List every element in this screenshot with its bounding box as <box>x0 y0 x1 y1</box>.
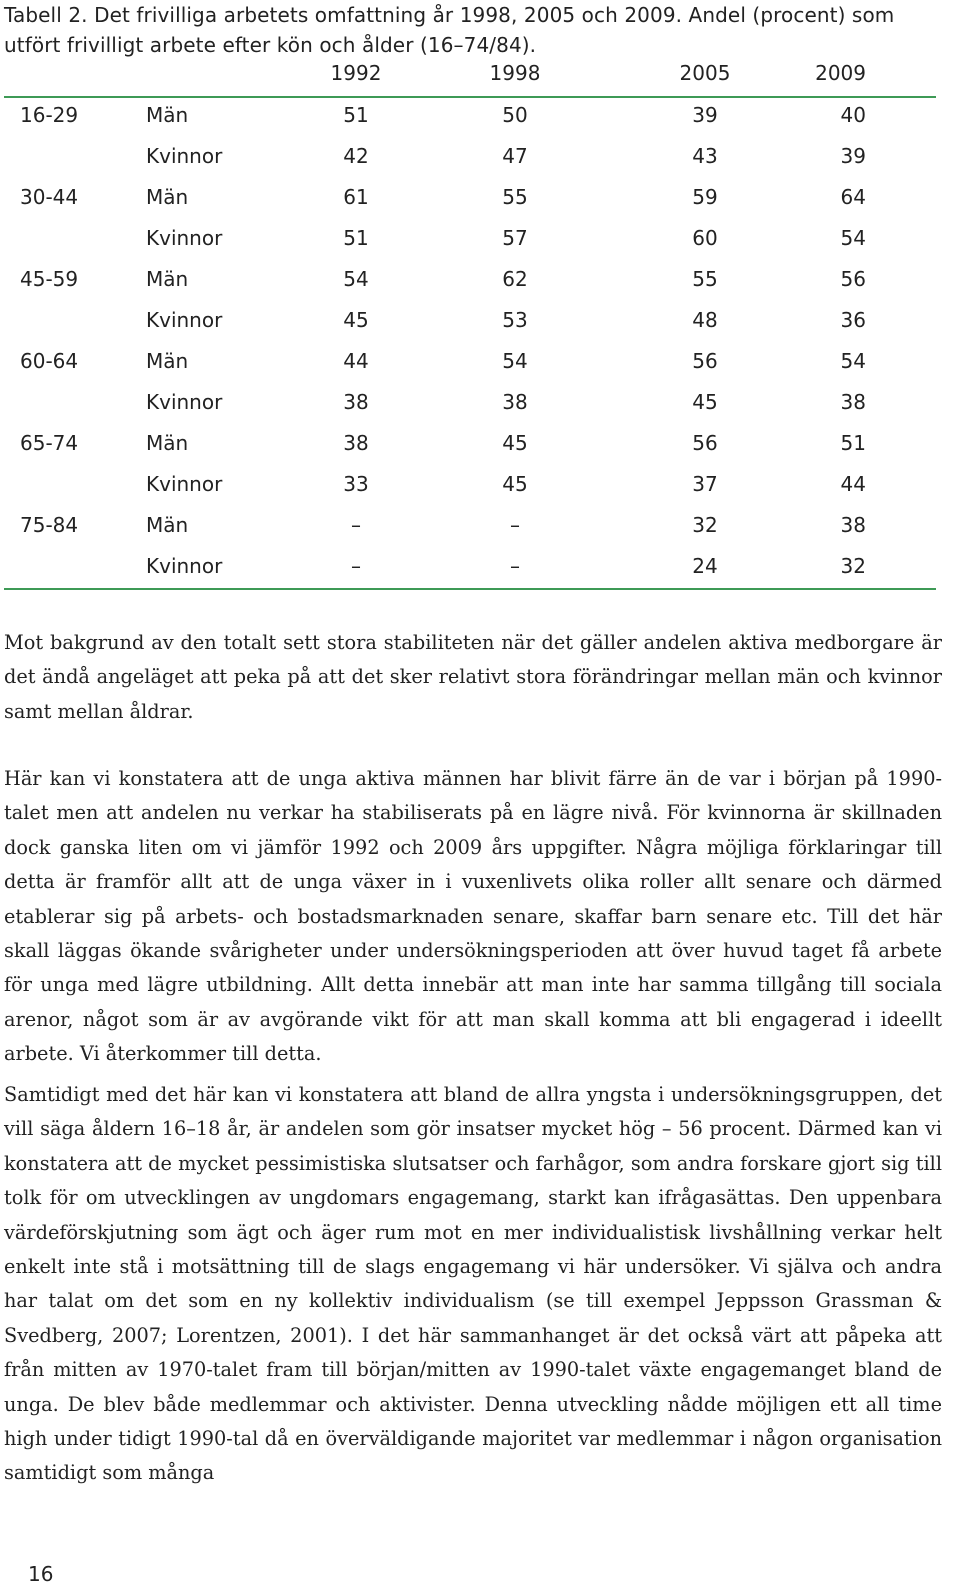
age-group-cell <box>4 299 146 340</box>
value-cell: 54 <box>502 348 528 373</box>
table-row <box>4 299 936 340</box>
value-cell: 42 <box>343 143 369 168</box>
value-cell: 38 <box>502 389 528 414</box>
table-row <box>4 258 936 299</box>
table-bottom-rule <box>4 588 936 590</box>
age-group-cell: 60-64 <box>20 348 79 373</box>
paragraph: Här kan vi konstatera att de unga aktiva männen har blivit färre än de var i början på 1990-talet men att andelen nu verkar ha stabiliserats på en lägre nivå. För kvinnorna är skillnaden dock ganska liten om vi jämför 1992 och 2009 års uppgifter. Några möjliga förklaringar till detta är framför allt att de unga växer in i vuxenlivets olika roller allt senare och därmed etablerar sig på arbets- och bostadsmarknaden senare, skaffar barn senare etc. Till det här skall läggas ökande svårigheter under undersökningsperioden att över huvud taget få arbete för unga med lägre utbildning. Allt detta innebär att man inte har samma tillgång till sociala arenor, något som är av avgörande vikt för att man skall komma att bli engagerad i ideellt arbete. Vi återkommer till detta. <box>4 767 942 1066</box>
value-cell: 43 <box>692 143 718 168</box>
sex-cell: Kvinnor <box>146 553 223 578</box>
value-cell: 62 <box>502 266 528 291</box>
value-cell: – <box>351 512 361 537</box>
value-cell: 39 <box>840 143 866 168</box>
value-cell: 51 <box>840 430 866 455</box>
value-cell: 55 <box>502 184 528 209</box>
value-cell: 50 <box>502 102 528 127</box>
value-cell: 56 <box>840 266 866 291</box>
value-cell: 36 <box>840 307 866 332</box>
value-cell: 51 <box>343 225 369 250</box>
value-cell: 61 <box>343 184 369 209</box>
value-cell: 47 <box>502 143 528 168</box>
paragraph: Mot bakgrund av den totalt sett stora stabiliteten när det gäller andelen aktiva medborgare är det ändå angeläget att peka på att det sker relativt stora förändringar mellan män och kvinnor samt mellan åldrar. <box>4 631 942 723</box>
header-year: 2009 <box>815 61 866 85</box>
value-cell: 44 <box>840 471 866 496</box>
value-cell: 56 <box>692 430 718 455</box>
sex-cell: Män <box>146 512 189 537</box>
sex-cell: Män <box>146 102 189 127</box>
sex-cell: Män <box>146 430 189 455</box>
table-row <box>4 381 936 422</box>
value-cell: 54 <box>343 266 369 291</box>
age-group-cell: 16-29 <box>20 102 79 127</box>
table-header-row <box>4 52 936 94</box>
value-cell: 45 <box>502 430 528 455</box>
value-cell: 64 <box>840 184 866 209</box>
value-cell: 38 <box>343 430 369 455</box>
age-group-cell <box>4 463 146 504</box>
table-row <box>4 176 936 217</box>
sex-cell: Män <box>146 348 189 373</box>
header-year: 2005 <box>679 61 731 85</box>
age-group-cell: 75-84 <box>20 512 79 537</box>
value-cell: 32 <box>840 553 866 578</box>
age-group-cell <box>4 381 146 422</box>
value-cell: 32 <box>692 512 718 537</box>
table-row <box>4 94 936 135</box>
value-cell: 24 <box>692 553 718 578</box>
value-cell: 45 <box>502 471 528 496</box>
paragraph: Samtidigt med det här kan vi konstatera att bland de allra yngsta i undersökningsgruppen, det vill säga åldern 16–18 år, är andelen som gör insatser mycket hög – 56 procent. Därmed kan vi konstatera att de mycket pessimistiska slutsatser och farhågor, som andra forskare gjort sig till tolk för om utvecklingen av ungdomars engagemang, starkt kan ifrågasättas. Den uppenbara värdeförskjutning som ägt och äger rum mot en mer individualistisk livshållning verkar helt enkelt inte stå i motsättning till de slags engagemang vi här undersöker. Vi själva och andra har talat om det som en ny kollektiv individualism (se till exempel Jeppsson Grassman & Svedberg, 2007; Lorentzen, 2001). I det här sammanhanget är det också värt att påpeka att från mitten av 1970-talet fram till början/mitten av 1990-talet växte engagemanget bland de unga. De blev både medlemmar och aktivister. Denna utveckling nådde möjligen ett all time high under tidigt 1990-tal då en överväldigande majoritet var medlemmar i någon organisation samtidigt som många <box>4 1083 942 1485</box>
sex-cell: Män <box>146 184 189 209</box>
header-year: 1998 <box>489 61 541 85</box>
value-cell: – <box>351 553 361 578</box>
table-row <box>4 545 936 586</box>
table-row <box>4 135 936 176</box>
table-caption: Tabell 2. Det frivilliga arbetets omfattning år 1998, 2005 och 2009. Andel (procent) som utfört frivilligt arbete efter kön och ålder (16–74/84). <box>4 3 895 57</box>
sex-cell: Kvinnor <box>146 307 223 332</box>
value-cell: 53 <box>502 307 528 332</box>
value-cell: 38 <box>343 389 369 414</box>
table-row <box>4 217 936 258</box>
value-cell: 59 <box>692 184 718 209</box>
value-cell: 45 <box>692 389 718 414</box>
value-cell: 37 <box>692 471 718 496</box>
sex-cell: Kvinnor <box>146 143 223 168</box>
value-cell: 60 <box>692 225 718 250</box>
value-cell: 54 <box>840 225 866 250</box>
volunteer-table <box>4 52 936 586</box>
sex-cell: Kvinnor <box>146 389 223 414</box>
value-cell: 40 <box>840 102 866 127</box>
age-group-cell: 45-59 <box>20 266 79 291</box>
value-cell: 44 <box>343 348 369 373</box>
table-row <box>4 504 936 545</box>
sex-cell: Kvinnor <box>146 471 223 496</box>
value-cell: 56 <box>692 348 718 373</box>
value-cell: 33 <box>343 471 369 496</box>
age-group-cell <box>4 217 146 258</box>
value-cell: 38 <box>840 512 866 537</box>
value-cell: 39 <box>692 102 718 127</box>
sex-cell: Män <box>146 266 189 291</box>
age-group-cell <box>4 135 146 176</box>
value-cell: 51 <box>343 102 369 127</box>
header-year: 1992 <box>330 61 382 85</box>
value-cell: – <box>510 512 520 537</box>
page-number: 16 <box>28 1562 54 1586</box>
table-row <box>4 463 936 504</box>
value-cell: 57 <box>502 225 528 250</box>
age-group-cell <box>4 545 146 586</box>
value-cell: – <box>510 553 520 578</box>
value-cell: 38 <box>840 389 866 414</box>
header-age <box>4 52 146 94</box>
value-cell: 55 <box>692 266 718 291</box>
sex-cell: Kvinnor <box>146 225 223 250</box>
age-group-cell: 30-44 <box>20 184 79 209</box>
value-cell: 45 <box>343 307 369 332</box>
value-cell: 48 <box>692 307 718 332</box>
table-row <box>4 340 936 381</box>
value-cell: 54 <box>840 348 866 373</box>
table-row <box>4 422 936 463</box>
age-group-cell: 65-74 <box>20 430 79 455</box>
header-sex <box>146 52 310 94</box>
